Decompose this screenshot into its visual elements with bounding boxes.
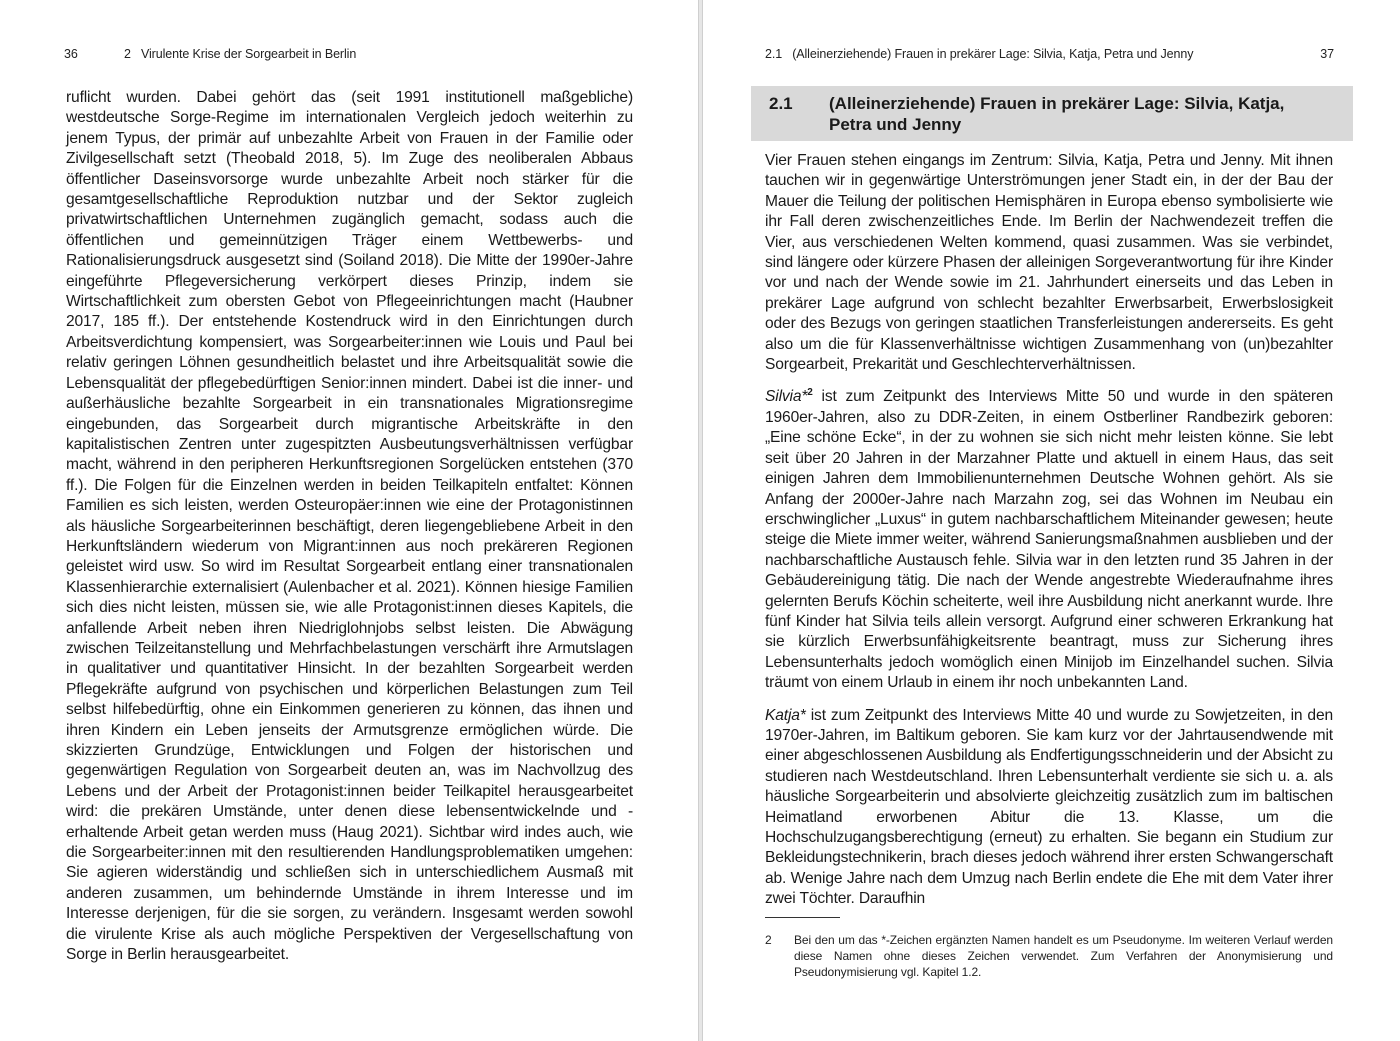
section-number: 2.1: [769, 94, 793, 113]
paragraph-lead: Katja*: [765, 706, 806, 724]
running-head: 2.1 (Alleinerziehende) Frauen in prekärer Lage: Silvia, Katja, Petra und Jenny: [765, 47, 1194, 61]
section-heading: [751, 86, 1353, 141]
paragraph-text: ist zum Zeitpunkt des Interviews Mitte 40 und wurde zu Sowjetzeiten, in den 1970er-Jahren, im Baltikum geboren. Sie kam kurz vor der Jahrtausendwende mit einer abgeschlossenen Ausbildung als Endfertigungsschneiderin und der Absicht zu studieren nach Westdeutschland. Ihren Lebensunterhalt verdiente sie sich u. a. als häusliche Sorgearbeiterin und absolvierte gleichzeitig zusätzlich zum im baltischen Heimatland erworbenen Abitur die 13. Klasse, um die Hochschulzugangsberechtigung (erneut) zu erhalten. Sie begann ein Studium zur Bekleidungstechnikerin, brach dieses jedoch während ihrer ersten Schwangerschaft ab. Wenige Jahre nach dem Umzug nach Berlin endete die Ehe mit dem Vater ihrer zwei Töchter. Daraufhin: [765, 706, 1333, 908]
section-title: (Alleinerziehende) Frauen in prekärer Lage: Silvia, Katja, Petra und Jenny: [829, 94, 1285, 134]
paragraph: [765, 387, 1333, 693]
right-page: [702, 0, 1400, 1041]
page-number: 37: [1320, 47, 1334, 61]
paragraph-text: ist zum Zeitpunkt des Interviews Mitte 50 und wurde in den späteren 1960er-Jahren, also zu DDR-Zeiten, in einem Ostberliner Randbezirk geboren: „Eine schöne Ecke“, in der zu wohnen sie sich nicht mehr leisten könne. Sie lebt seit über 20 Jahren in der Marzahner Platte und aktuell in einem Haus, das seit einigen Jahren dem Immobilienunternehmen Deutsche Wohnen gehört. Als sie Anfang der 2000er-Jahre nach Marzahn zog, sei das Wohnen im Neubau ein erschwinglicher „Luxus“ in gutem nachbarschaftlichem Miteinander gewesen; heute steige die Miete immer weiter, während Sanierungsmaßnahmen ausblieben und der nachbarschaftliche Austausch fehle. Silvia war in den letzten rund 35 Jahren in der Gebäudereinigung tätig. Die nach der Wende angestrebte Wiederaufnahme ihres gelernten Berufs Köchin scheiterte, weil ihre Ausbildung nicht anerkannt wurde. Ihre fünf Kinder hat Silvia teils allein versorgt. Aufgrund einer schweren Erkrankung hat sie kürzlich Erwerbsunfähigkeitsrente beantragt, muss zur Sicherung ihres Lebensunterhalts jedoch womöglich einen Minijob im Einzelhandel suchen. Silvia träumt von einem Urlaub in einem ihr noch unbekannten Land.: [765, 388, 1333, 692]
footnote-number: 2: [765, 933, 772, 947]
footnote-ref: 2: [807, 387, 813, 399]
footnote-rule: [765, 917, 840, 918]
paragraph: ruflicht wurden. Dabei gehört das (seit 1991 institutionell maßgebliche) westdeutsche Sorge-Regime im internationalen Vergleich jedoch weiterhin zu jenem Typus, der primär auf unbezahlte Arbeit von Frauen in der Familie oder Zivilgesellschaft setzt (Theobald 2018, 5). Im Zuge des neoliberalen Abbaus öffentlicher Daseinsvorsorge wurde unbezahlte Arbeit noch stärker für die gesamtgesellschaftliche Reproduktion nutzbar und der Sektor zugleich privatwirtschaftlichen Unternehmen zugänglich gemacht, sodass auch die öffentlichen und gemeinnützigen Träger einem Wettbewerbs- und Rationalisierungsdruck ausgesetzt sind (Soiland 2018). Die Mitte der 1990er-Jahre eingeführte Pflegeversicherung verkörpert dieses Prinzip, indem sie Wirtschaftlichkeit zum obersten Gebot von Pflegeeinrichtungen macht (Haubner 2017, 185 ff.). Der entstehende Kostendruck wird in den Einrichtungen durch Arbeitsverdichtung kompensiert, was Sorgearbeiter:innen wie Louis und Paul bei relativ geringen Löhnen gesundheitlich belastet und ihre Arbeitsqualität sowie die Lebensqualität der pflegebedürftigen Senior:innen mindert. Dabei ist die inner- und außerhäusliche bezahlte Sorgearbeit in ein transnationales Migrationsregime eingebunden, das Sorgearbeit durch migrantische Arbeitskräfte in den kapitalistischen Zentren unter zugespitzten Ausbeutungsverhältnissen verfügbar macht, während in den peripheren Herkunftsregionen Sorgelücken entstehen (370 ff.). Die Folgen für die Einzelnen werden in beiden Teilkapiteln entfaltet: Können Familien es sich leisten, werden Osteuropäer:innen wie eine der Protagonistinnen als häusliche Sorgearbeiterinnen beschäftigt, deren liegengebliebene Arbeit in den Herkunftsländern wiederum von Migrant:innen aus noch prekäreren Regionen geleistet wird usw. So wird im Resultat Sorgearbeit entlang einer transnationalen Klassenhierarchie externalisiert (Aulenbacher et al. 2021). Können hiesige Familien sich dies nicht leisten, müssen sie, wie alle Protagonist:innen dieses Kapitels, die anfallende Arbeit neben ihren Niedriglohnjobs selbst leisten. Die Abwägung zwischen Teilzeitanstellung und Mehrfachbelastungen verschärft ihre Armutslagen in qualitativer und quantitativer Hinsicht. In der bezahlten Sorgearbeit werden Pflegekräfte aufgrund von psychischen und körperlichen Belastungen zum Teil selbst hilfebedürftig, ohne ein Einkommen generieren zu können, das ihnen und ihren Kindern ein Leben jenseits der Armutsgrenze ermöglichen würde. Die skizzierten Grundzüge, Entwicklungen und Folgen der historischen und gegenwärtigen Regulation von Sorgearbeit deuten an, was im Nachvollzug des Lebens und der Arbeit der Protagonist:innen beider Teilkapitel herausgearbeitet wird: die prekären Umstände, unter denen diese lebensentwickelnde und -erhaltende Arbeit getan werden muss (Haug 2021). Sichtbar wird indes auch, wie die Sorgearbeiter:innen mit den resultierenden Handlungsproblematiken umgehen: Sie agieren widerständig und schließen sich in unterschiedlichem Ausmaß mit anderen zusammen, um behindernde Umstände in ihrem Interesse und im Interesse derjenigen, für die sie sorgen, zu verändern. Insgesamt werden sowohl die virulente Krise als auch mögliche Perspektiven der Vergesellschaftung von Sorge in Berlin herausgearbeitet.: [66, 89, 633, 964]
page-number: 36: [64, 47, 78, 61]
left-page: [0, 0, 699, 1041]
running-head: 2 Virulente Krise der Sorgearbeit in Berlin: [124, 47, 357, 61]
paragraph: [765, 706, 1333, 910]
body-text: [765, 151, 1333, 910]
paragraph-lead: Silvia*: [765, 388, 808, 406]
footnote-text: Bei den um das *-Zeichen ergänzten Namen handelt es um Pseudonyme. Im weiteren Verlauf werden diese Namen ohne dieses Zeichen verwendet. Zum Verfahren der Anonymisierung und Pseudonymisierung vgl. Kapitel 1.2.: [794, 933, 1333, 979]
paragraph-text: Vier Frauen stehen eingangs im Zentrum: Silvia, Katja, Petra und Jenny. Mit ihnen tauchen wir in gegenwärtige Unterströmungen jener Stadt ein, in der der Bau der Mauer die Teilung der politischen Hemisphären in Europa ebenso symbolisierte wie ihr Fall deren zwischenzeitliches Ende. Im Berlin der Nachwendezeit treffen die Vier, aus verschiedenen Welten kommend, quasi zusammen. Was sie verbindet, sind längere oder kürzere Phasen der alleinigen Sorgeverantwortung für ihre Kinder vor und nach der Wende sowie im 21. Jahrhundert einerseits und das Leben in prekärer Lage aufgrund von schlecht bezahlter Erwerbsarbeit, Erwerbslosigkeit oder des Bezugs von geringen staatlichen Transferleistungen andererseits. Es geht also um die für Klassenverhältnisse wichtigen Zusammenhang von (un)bezahlter Sorgearbeit, Prekarität und Geschlechterverhältnissen.: [765, 152, 1333, 374]
body-text: [66, 88, 633, 965]
paragraph: [765, 151, 1333, 375]
